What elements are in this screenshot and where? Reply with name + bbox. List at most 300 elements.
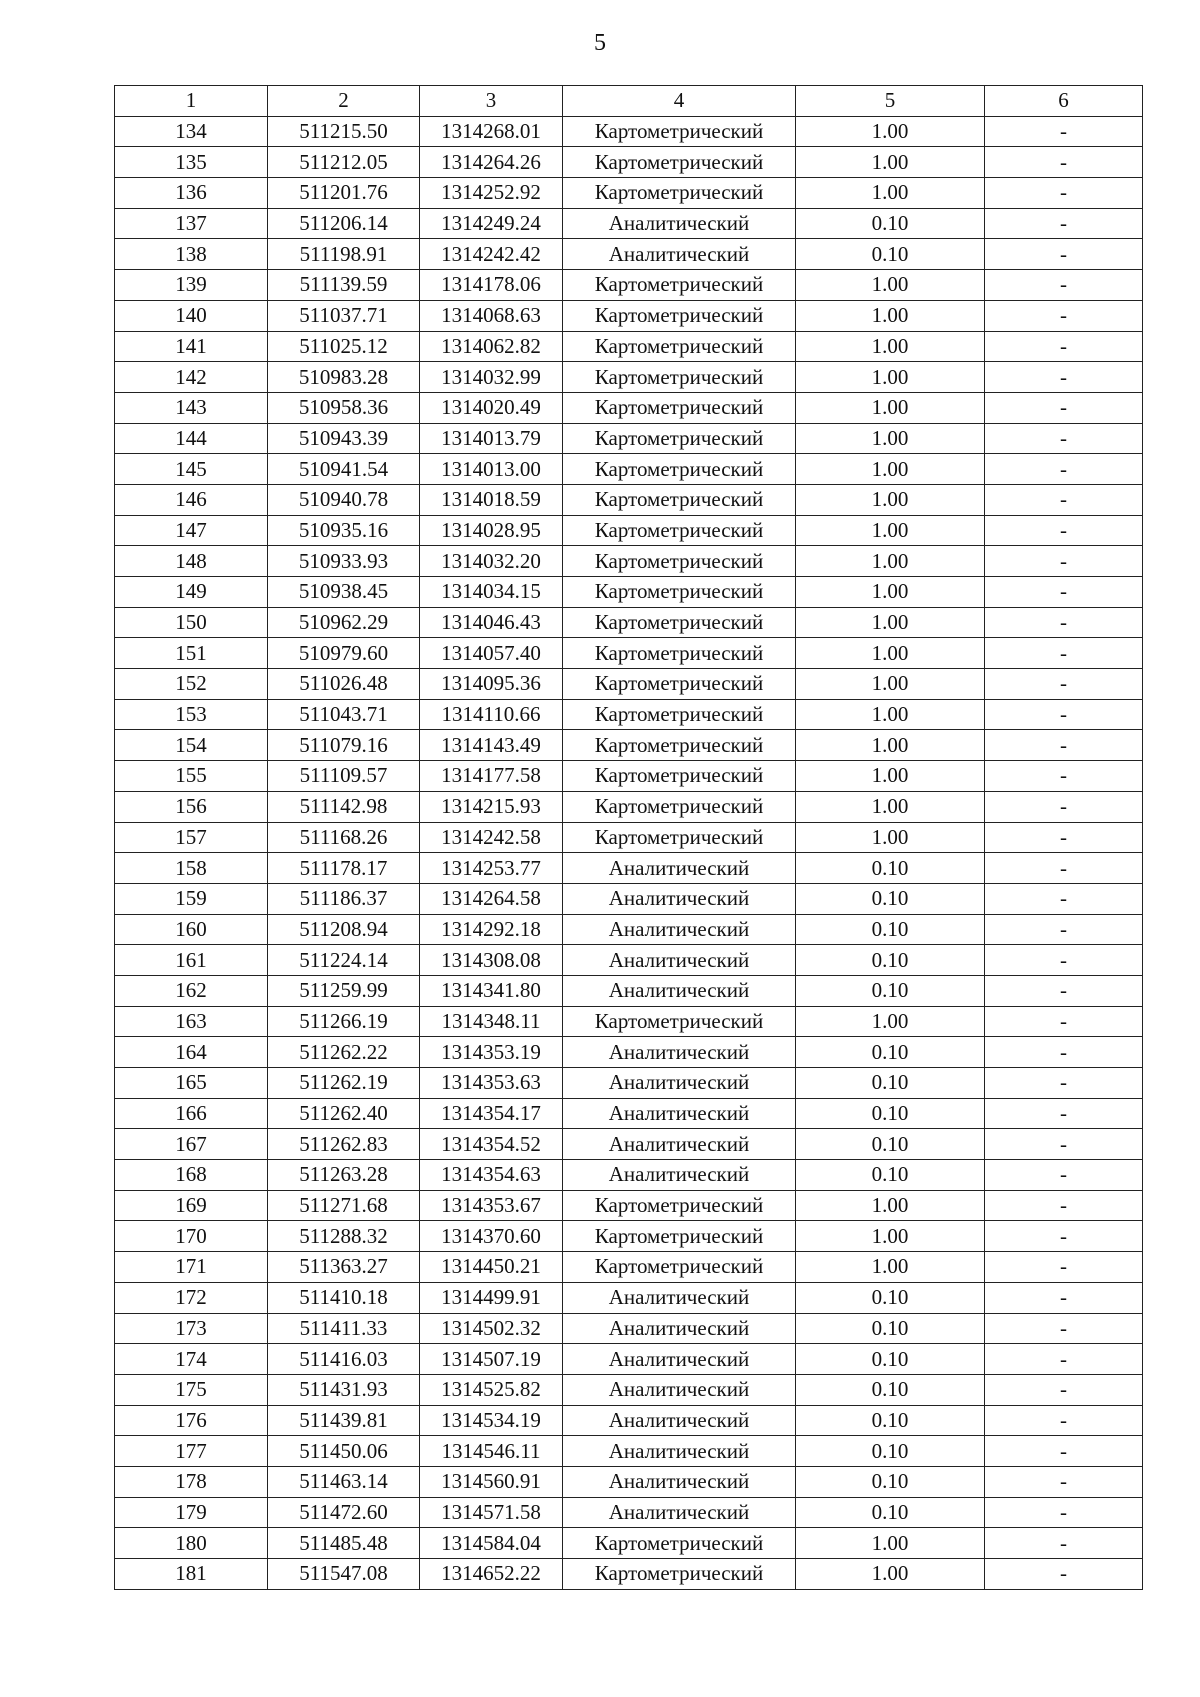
note-cell: - xyxy=(985,1436,1143,1467)
table-row xyxy=(115,1436,1143,1467)
method-cell: Картометрический xyxy=(563,607,796,638)
accuracy-cell: 1.00 xyxy=(796,730,985,761)
method-cell: Аналитический xyxy=(563,1497,796,1528)
x-coordinate-cell: 510979.60 xyxy=(268,638,420,669)
coordinates-table xyxy=(114,85,1143,1590)
point-number-cell: 172 xyxy=(115,1282,268,1313)
table-row xyxy=(115,638,1143,669)
y-coordinate-cell: 1314507.19 xyxy=(420,1344,563,1375)
method-cell: Аналитический xyxy=(563,883,796,914)
note-cell: - xyxy=(985,1559,1143,1590)
y-coordinate-cell: 1314034.15 xyxy=(420,577,563,608)
point-number-cell: 135 xyxy=(115,147,268,178)
note-cell: - xyxy=(985,392,1143,423)
y-coordinate-cell: 1314143.49 xyxy=(420,730,563,761)
y-coordinate-cell: 1314534.19 xyxy=(420,1405,563,1436)
accuracy-cell: 0.10 xyxy=(796,1344,985,1375)
method-cell: Аналитический xyxy=(563,975,796,1006)
table-row xyxy=(115,1068,1143,1099)
x-coordinate-cell: 511411.33 xyxy=(268,1313,420,1344)
method-cell: Картометрический xyxy=(563,822,796,853)
method-cell: Аналитический xyxy=(563,945,796,976)
note-cell: - xyxy=(985,1221,1143,1252)
table-row xyxy=(115,791,1143,822)
method-cell: Аналитический xyxy=(563,1436,796,1467)
table-row xyxy=(115,147,1143,178)
accuracy-cell: 0.10 xyxy=(796,1405,985,1436)
y-coordinate-cell: 1314242.58 xyxy=(420,822,563,853)
x-coordinate-cell: 511266.19 xyxy=(268,1006,420,1037)
point-number-cell: 179 xyxy=(115,1497,268,1528)
table-row xyxy=(115,761,1143,792)
y-coordinate-cell: 1314215.93 xyxy=(420,791,563,822)
table-header-row xyxy=(115,86,1143,117)
method-cell: Аналитический xyxy=(563,1282,796,1313)
point-number-cell: 164 xyxy=(115,1037,268,1068)
method-cell: Картометрический xyxy=(563,791,796,822)
column-header: 5 xyxy=(796,86,985,117)
y-coordinate-cell: 1314252.92 xyxy=(420,178,563,209)
note-cell: - xyxy=(985,607,1143,638)
accuracy-cell: 0.10 xyxy=(796,1068,985,1099)
method-cell: Картометрический xyxy=(563,730,796,761)
note-cell: - xyxy=(985,791,1143,822)
x-coordinate-cell: 510938.45 xyxy=(268,577,420,608)
accuracy-cell: 0.10 xyxy=(796,1436,985,1467)
method-cell: Картометрический xyxy=(563,423,796,454)
x-coordinate-cell: 511262.83 xyxy=(268,1129,420,1160)
point-number-cell: 180 xyxy=(115,1528,268,1559)
x-coordinate-cell: 511450.06 xyxy=(268,1436,420,1467)
y-coordinate-cell: 1314018.59 xyxy=(420,484,563,515)
table-row xyxy=(115,1129,1143,1160)
point-number-cell: 156 xyxy=(115,791,268,822)
accuracy-cell: 0.10 xyxy=(796,239,985,270)
column-header: 4 xyxy=(563,86,796,117)
x-coordinate-cell: 511271.68 xyxy=(268,1190,420,1221)
accuracy-cell: 1.00 xyxy=(796,270,985,301)
method-cell: Картометрический xyxy=(563,515,796,546)
table-row xyxy=(115,454,1143,485)
x-coordinate-cell: 511208.94 xyxy=(268,914,420,945)
y-coordinate-cell: 1314253.77 xyxy=(420,853,563,884)
accuracy-cell: 1.00 xyxy=(796,577,985,608)
method-cell: Картометрический xyxy=(563,484,796,515)
y-coordinate-cell: 1314353.63 xyxy=(420,1068,563,1099)
note-cell: - xyxy=(985,1037,1143,1068)
y-coordinate-cell: 1314450.21 xyxy=(420,1252,563,1283)
y-coordinate-cell: 1314032.99 xyxy=(420,362,563,393)
table-row xyxy=(115,392,1143,423)
point-number-cell: 147 xyxy=(115,515,268,546)
note-cell: - xyxy=(985,331,1143,362)
table-row xyxy=(115,975,1143,1006)
table-row xyxy=(115,577,1143,608)
note-cell: - xyxy=(985,239,1143,270)
accuracy-cell: 0.10 xyxy=(796,975,985,1006)
accuracy-cell: 0.10 xyxy=(796,883,985,914)
point-number-cell: 174 xyxy=(115,1344,268,1375)
accuracy-cell: 0.10 xyxy=(796,1098,985,1129)
table-row xyxy=(115,1098,1143,1129)
accuracy-cell: 1.00 xyxy=(796,331,985,362)
x-coordinate-cell: 511178.17 xyxy=(268,853,420,884)
method-cell: Аналитический xyxy=(563,1313,796,1344)
point-number-cell: 169 xyxy=(115,1190,268,1221)
x-coordinate-cell: 511026.48 xyxy=(268,669,420,700)
column-header: 3 xyxy=(420,86,563,117)
x-coordinate-cell: 511259.99 xyxy=(268,975,420,1006)
point-number-cell: 148 xyxy=(115,546,268,577)
note-cell: - xyxy=(985,1405,1143,1436)
note-cell: - xyxy=(985,577,1143,608)
point-number-cell: 152 xyxy=(115,669,268,700)
point-number-cell: 150 xyxy=(115,607,268,638)
y-coordinate-cell: 1314292.18 xyxy=(420,914,563,945)
accuracy-cell: 0.10 xyxy=(796,853,985,884)
table-row xyxy=(115,484,1143,515)
x-coordinate-cell: 510943.39 xyxy=(268,423,420,454)
table-row xyxy=(115,883,1143,914)
note-cell: - xyxy=(985,761,1143,792)
note-cell: - xyxy=(985,208,1143,239)
y-coordinate-cell: 1314013.79 xyxy=(420,423,563,454)
accuracy-cell: 1.00 xyxy=(796,454,985,485)
x-coordinate-cell: 511043.71 xyxy=(268,699,420,730)
x-coordinate-cell: 511215.50 xyxy=(268,116,420,147)
x-coordinate-cell: 511485.48 xyxy=(268,1528,420,1559)
point-number-cell: 162 xyxy=(115,975,268,1006)
accuracy-cell: 1.00 xyxy=(796,607,985,638)
x-coordinate-cell: 510933.93 xyxy=(268,546,420,577)
table-row xyxy=(115,270,1143,301)
method-cell: Аналитический xyxy=(563,239,796,270)
method-cell: Аналитический xyxy=(563,1098,796,1129)
point-number-cell: 166 xyxy=(115,1098,268,1129)
x-coordinate-cell: 511224.14 xyxy=(268,945,420,976)
point-number-cell: 170 xyxy=(115,1221,268,1252)
x-coordinate-cell: 511139.59 xyxy=(268,270,420,301)
point-number-cell: 138 xyxy=(115,239,268,270)
x-coordinate-cell: 511037.71 xyxy=(268,300,420,331)
note-cell: - xyxy=(985,1528,1143,1559)
note-cell: - xyxy=(985,178,1143,209)
point-number-cell: 165 xyxy=(115,1068,268,1099)
y-coordinate-cell: 1314499.91 xyxy=(420,1282,563,1313)
point-number-cell: 137 xyxy=(115,208,268,239)
point-number-cell: 153 xyxy=(115,699,268,730)
accuracy-cell: 1.00 xyxy=(796,761,985,792)
x-coordinate-cell: 511212.05 xyxy=(268,147,420,178)
note-cell: - xyxy=(985,1068,1143,1099)
method-cell: Картометрический xyxy=(563,1190,796,1221)
y-coordinate-cell: 1314110.66 xyxy=(420,699,563,730)
y-coordinate-cell: 1314028.95 xyxy=(420,515,563,546)
note-cell: - xyxy=(985,1497,1143,1528)
y-coordinate-cell: 1314354.52 xyxy=(420,1129,563,1160)
method-cell: Картометрический xyxy=(563,1252,796,1283)
accuracy-cell: 1.00 xyxy=(796,178,985,209)
point-number-cell: 161 xyxy=(115,945,268,976)
y-coordinate-cell: 1314525.82 xyxy=(420,1374,563,1405)
table-row xyxy=(115,331,1143,362)
point-number-cell: 177 xyxy=(115,1436,268,1467)
column-header: 1 xyxy=(115,86,268,117)
accuracy-cell: 0.10 xyxy=(796,208,985,239)
method-cell: Аналитический xyxy=(563,1344,796,1375)
method-cell: Картометрический xyxy=(563,178,796,209)
table-row xyxy=(115,1313,1143,1344)
x-coordinate-cell: 511472.60 xyxy=(268,1497,420,1528)
y-coordinate-cell: 1314062.82 xyxy=(420,331,563,362)
x-coordinate-cell: 510983.28 xyxy=(268,362,420,393)
x-coordinate-cell: 511363.27 xyxy=(268,1252,420,1283)
y-coordinate-cell: 1314502.32 xyxy=(420,1313,563,1344)
table-row xyxy=(115,116,1143,147)
accuracy-cell: 1.00 xyxy=(796,1559,985,1590)
point-number-cell: 178 xyxy=(115,1466,268,1497)
note-cell: - xyxy=(985,484,1143,515)
table-body xyxy=(115,116,1143,1589)
note-cell: - xyxy=(985,853,1143,884)
y-coordinate-cell: 1314560.91 xyxy=(420,1466,563,1497)
x-coordinate-cell: 511288.32 xyxy=(268,1221,420,1252)
x-coordinate-cell: 511439.81 xyxy=(268,1405,420,1436)
table-row xyxy=(115,546,1143,577)
method-cell: Картометрический xyxy=(563,331,796,362)
point-number-cell: 134 xyxy=(115,116,268,147)
table-row xyxy=(115,853,1143,884)
x-coordinate-cell: 511109.57 xyxy=(268,761,420,792)
x-coordinate-cell: 511142.98 xyxy=(268,791,420,822)
y-coordinate-cell: 1314308.08 xyxy=(420,945,563,976)
table-row xyxy=(115,669,1143,700)
note-cell: - xyxy=(985,638,1143,669)
note-cell: - xyxy=(985,1190,1143,1221)
method-cell: Картометрический xyxy=(563,392,796,423)
point-number-cell: 144 xyxy=(115,423,268,454)
y-coordinate-cell: 1314242.42 xyxy=(420,239,563,270)
method-cell: Картометрический xyxy=(563,300,796,331)
point-number-cell: 175 xyxy=(115,1374,268,1405)
note-cell: - xyxy=(985,515,1143,546)
table-row xyxy=(115,178,1143,209)
point-number-cell: 155 xyxy=(115,761,268,792)
table-row xyxy=(115,730,1143,761)
note-cell: - xyxy=(985,822,1143,853)
point-number-cell: 176 xyxy=(115,1405,268,1436)
method-cell: Картометрический xyxy=(563,270,796,301)
accuracy-cell: 0.10 xyxy=(796,914,985,945)
method-cell: Аналитический xyxy=(563,853,796,884)
method-cell: Аналитический xyxy=(563,1374,796,1405)
method-cell: Картометрический xyxy=(563,1006,796,1037)
table-row xyxy=(115,945,1143,976)
note-cell: - xyxy=(985,300,1143,331)
point-number-cell: 143 xyxy=(115,392,268,423)
note-cell: - xyxy=(985,1282,1143,1313)
point-number-cell: 145 xyxy=(115,454,268,485)
method-cell: Картометрический xyxy=(563,116,796,147)
method-cell: Картометрический xyxy=(563,1559,796,1590)
note-cell: - xyxy=(985,270,1143,301)
method-cell: Картометрический xyxy=(563,147,796,178)
note-cell: - xyxy=(985,116,1143,147)
x-coordinate-cell: 510935.16 xyxy=(268,515,420,546)
table-row xyxy=(115,1559,1143,1590)
accuracy-cell: 1.00 xyxy=(796,1221,985,1252)
y-coordinate-cell: 1314353.67 xyxy=(420,1190,563,1221)
accuracy-cell: 1.00 xyxy=(796,362,985,393)
table-row xyxy=(115,1006,1143,1037)
accuracy-cell: 1.00 xyxy=(796,116,985,147)
accuracy-cell: 1.00 xyxy=(796,791,985,822)
accuracy-cell: 1.00 xyxy=(796,1528,985,1559)
x-coordinate-cell: 511262.40 xyxy=(268,1098,420,1129)
method-cell: Картометрический xyxy=(563,669,796,700)
note-cell: - xyxy=(985,147,1143,178)
accuracy-cell: 1.00 xyxy=(796,822,985,853)
accuracy-cell: 0.10 xyxy=(796,1466,985,1497)
accuracy-cell: 0.10 xyxy=(796,1282,985,1313)
point-number-cell: 136 xyxy=(115,178,268,209)
x-coordinate-cell: 511079.16 xyxy=(268,730,420,761)
method-cell: Картометрический xyxy=(563,454,796,485)
y-coordinate-cell: 1314571.58 xyxy=(420,1497,563,1528)
y-coordinate-cell: 1314354.17 xyxy=(420,1098,563,1129)
accuracy-cell: 1.00 xyxy=(796,1190,985,1221)
column-header: 6 xyxy=(985,86,1143,117)
accuracy-cell: 0.10 xyxy=(796,1497,985,1528)
y-coordinate-cell: 1314348.11 xyxy=(420,1006,563,1037)
note-cell: - xyxy=(985,914,1143,945)
point-number-cell: 141 xyxy=(115,331,268,362)
x-coordinate-cell: 511410.18 xyxy=(268,1282,420,1313)
point-number-cell: 168 xyxy=(115,1160,268,1191)
point-number-cell: 158 xyxy=(115,853,268,884)
table-row xyxy=(115,362,1143,393)
table-row xyxy=(115,1466,1143,1497)
accuracy-cell: 1.00 xyxy=(796,300,985,331)
table-row xyxy=(115,1282,1143,1313)
x-coordinate-cell: 511431.93 xyxy=(268,1374,420,1405)
table-row xyxy=(115,1221,1143,1252)
point-number-cell: 157 xyxy=(115,822,268,853)
accuracy-cell: 1.00 xyxy=(796,699,985,730)
accuracy-cell: 1.00 xyxy=(796,1006,985,1037)
x-coordinate-cell: 511416.03 xyxy=(268,1344,420,1375)
note-cell: - xyxy=(985,699,1143,730)
note-cell: - xyxy=(985,423,1143,454)
point-number-cell: 163 xyxy=(115,1006,268,1037)
note-cell: - xyxy=(985,1160,1143,1191)
y-coordinate-cell: 1314584.04 xyxy=(420,1528,563,1559)
point-number-cell: 149 xyxy=(115,577,268,608)
y-coordinate-cell: 1314032.20 xyxy=(420,546,563,577)
y-coordinate-cell: 1314264.58 xyxy=(420,883,563,914)
method-cell: Аналитический xyxy=(563,1466,796,1497)
note-cell: - xyxy=(985,1006,1143,1037)
x-coordinate-cell: 510941.54 xyxy=(268,454,420,485)
note-cell: - xyxy=(985,1313,1143,1344)
note-cell: - xyxy=(985,1374,1143,1405)
table-row xyxy=(115,1374,1143,1405)
method-cell: Аналитический xyxy=(563,1129,796,1160)
note-cell: - xyxy=(985,546,1143,577)
accuracy-cell: 1.00 xyxy=(796,147,985,178)
note-cell: - xyxy=(985,362,1143,393)
accuracy-cell: 1.00 xyxy=(796,546,985,577)
method-cell: Картометрический xyxy=(563,362,796,393)
table-row xyxy=(115,1405,1143,1436)
table-row xyxy=(115,208,1143,239)
note-cell: - xyxy=(985,454,1143,485)
note-cell: - xyxy=(985,945,1143,976)
method-cell: Картометрический xyxy=(563,638,796,669)
table-row xyxy=(115,1528,1143,1559)
x-coordinate-cell: 511463.14 xyxy=(268,1466,420,1497)
table-row xyxy=(115,423,1143,454)
table-row xyxy=(115,1190,1143,1221)
y-coordinate-cell: 1314095.36 xyxy=(420,669,563,700)
method-cell: Аналитический xyxy=(563,208,796,239)
point-number-cell: 151 xyxy=(115,638,268,669)
note-cell: - xyxy=(985,975,1143,1006)
x-coordinate-cell: 511547.08 xyxy=(268,1559,420,1590)
y-coordinate-cell: 1314354.63 xyxy=(420,1160,563,1191)
x-coordinate-cell: 511168.26 xyxy=(268,822,420,853)
method-cell: Аналитический xyxy=(563,1405,796,1436)
accuracy-cell: 1.00 xyxy=(796,392,985,423)
table-row xyxy=(115,1344,1143,1375)
accuracy-cell: 1.00 xyxy=(796,1252,985,1283)
y-coordinate-cell: 1314013.00 xyxy=(420,454,563,485)
point-number-cell: 142 xyxy=(115,362,268,393)
y-coordinate-cell: 1314046.43 xyxy=(420,607,563,638)
accuracy-cell: 0.10 xyxy=(796,1160,985,1191)
note-cell: - xyxy=(985,669,1143,700)
accuracy-cell: 1.00 xyxy=(796,669,985,700)
table-row xyxy=(115,239,1143,270)
y-coordinate-cell: 1314057.40 xyxy=(420,638,563,669)
accuracy-cell: 0.10 xyxy=(796,945,985,976)
y-coordinate-cell: 1314341.80 xyxy=(420,975,563,1006)
x-coordinate-cell: 511186.37 xyxy=(268,883,420,914)
table-row xyxy=(115,822,1143,853)
y-coordinate-cell: 1314652.22 xyxy=(420,1559,563,1590)
note-cell: - xyxy=(985,1344,1143,1375)
accuracy-cell: 0.10 xyxy=(796,1037,985,1068)
table-row xyxy=(115,1252,1143,1283)
note-cell: - xyxy=(985,730,1143,761)
note-cell: - xyxy=(985,1252,1143,1283)
x-coordinate-cell: 511201.76 xyxy=(268,178,420,209)
note-cell: - xyxy=(985,1129,1143,1160)
method-cell: Картометрический xyxy=(563,577,796,608)
y-coordinate-cell: 1314370.60 xyxy=(420,1221,563,1252)
y-coordinate-cell: 1314068.63 xyxy=(420,300,563,331)
accuracy-cell: 0.10 xyxy=(796,1129,985,1160)
method-cell: Картометрический xyxy=(563,761,796,792)
table-row xyxy=(115,1037,1143,1068)
x-coordinate-cell: 511262.19 xyxy=(268,1068,420,1099)
accuracy-cell: 1.00 xyxy=(796,484,985,515)
accuracy-cell: 0.10 xyxy=(796,1313,985,1344)
note-cell: - xyxy=(985,1466,1143,1497)
table-row xyxy=(115,1160,1143,1191)
table-row xyxy=(115,607,1143,638)
accuracy-cell: 1.00 xyxy=(796,515,985,546)
